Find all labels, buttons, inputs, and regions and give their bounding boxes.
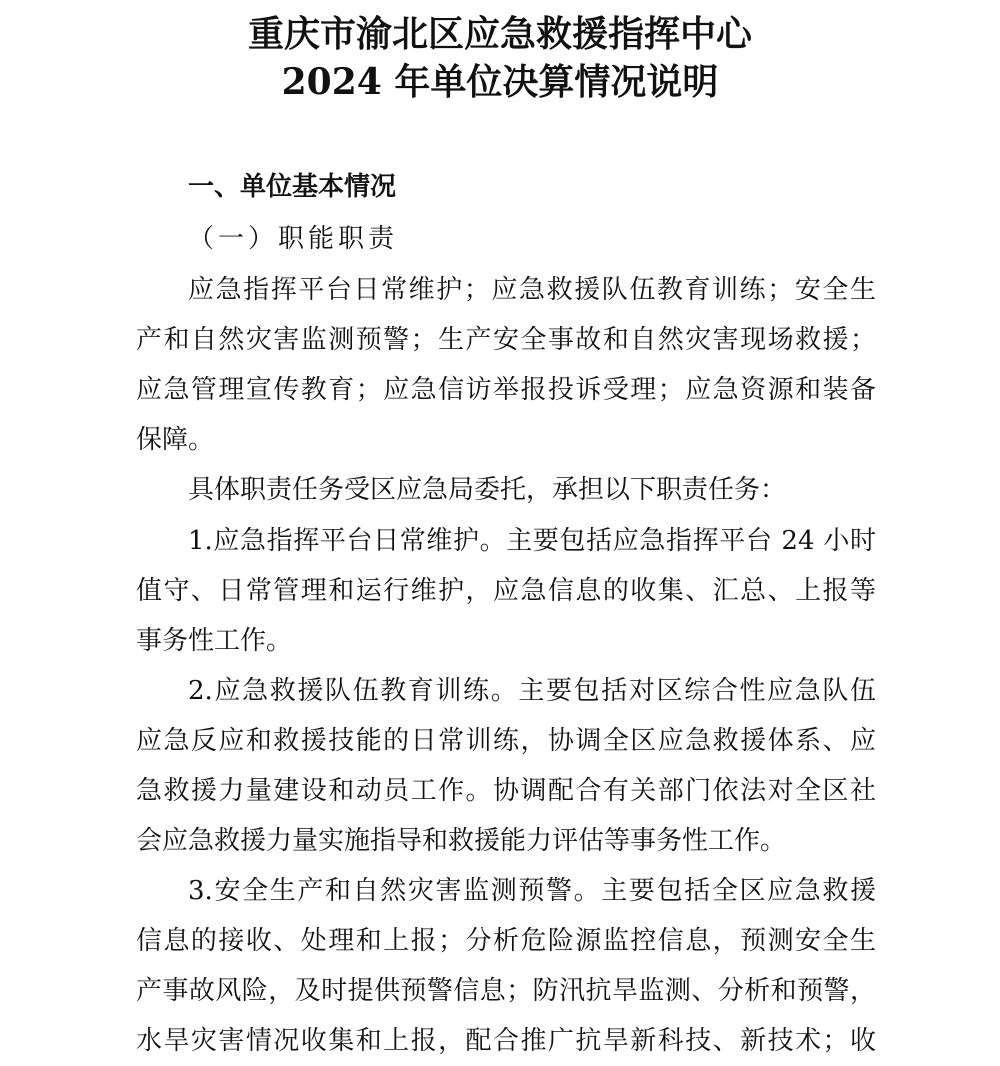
paragraph-line: 事务性工作。: [136, 626, 293, 656]
document-title-line1: 重庆市渝北区应急救援指挥中心: [247, 13, 752, 55]
paragraph-line: 应急指挥平台日常维护；应急救援队伍教育训练；安全生: [188, 275, 876, 305]
section-heading: 一、单位基本情况: [188, 172, 397, 202]
paragraph-task-3: [136, 866, 876, 1066]
paragraph-line: 值守、日常管理和运行维护，应急信息的收集、汇总、上报等: [136, 576, 876, 606]
paragraph-line: 3.安全生产和自然灾害监测预警。主要包括全区应急救援: [188, 876, 876, 906]
paragraph-tasks-intro: [136, 465, 876, 515]
paragraph-line: 1.应急指挥平台日常维护。主要包括应急指挥平台 24 小时: [188, 526, 876, 556]
paragraph-line: 应急管理宣传教育；应急信访举报投诉受理；应急资源和装备: [136, 375, 876, 405]
paragraph-duties-summary: [136, 265, 876, 465]
paragraph-line: 会应急救援力量实施指导和救援能力评估等事务性工作。: [136, 826, 787, 856]
paragraph-line: 2.应急救援队伍教育训练。主要包括对区综合性应急队伍: [188, 676, 876, 706]
paragraph-line: 急救援力量建设和动员工作。协调配合有关部门依法对全区社: [136, 776, 876, 806]
paragraph-line: 产和自然灾害监测预警；生产安全事故和自然灾害现场救援；: [136, 325, 876, 355]
paragraph-task-1: [136, 516, 876, 666]
paragraph-line: 应急反应和救援技能的日常训练，协调全区应急救援体系、应: [136, 726, 876, 756]
paragraph-task-2: [136, 666, 876, 866]
paragraph-line: 信息的接收、处理和上报；分析危险源监控信息，预测安全生: [136, 926, 876, 956]
paragraph-line: 保障。: [136, 425, 215, 455]
paragraph-line: 产事故风险，及时提供预警信息；防汛抗旱监测、分析和预警，: [136, 976, 876, 1006]
document-title-line2: 2024 年单位决算情况说明: [281, 61, 719, 103]
subsection-heading: （一）职能职责: [188, 224, 399, 254]
paragraph-line: 水旱灾害情况收集和上报，配合推广抗旱新科技、新技术；收: [136, 1026, 876, 1056]
paragraph-line: 具体职责任务受区应急局委托，承担以下职责任务：: [188, 475, 787, 505]
